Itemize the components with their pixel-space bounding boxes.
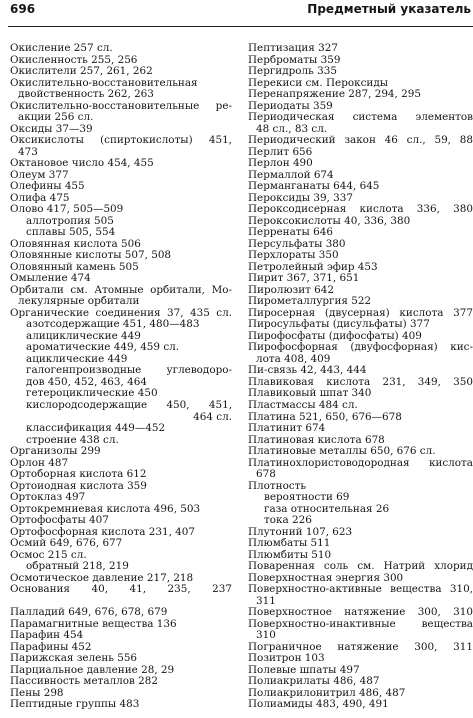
- index-column-right: [248, 43, 473, 711]
- index-entry: Осмос 215 сл.: [10, 549, 87, 561]
- index-entry: Окисление 257 сл.: [10, 43, 113, 54]
- index-entry: 310: [256, 630, 276, 642]
- index-entry: Пиросульфаты (дисульфаты) 377: [248, 319, 430, 331]
- index-entry: Полиамиды 483, 490, 491: [248, 699, 389, 711]
- index-entry: лекулярные орбитали: [18, 296, 140, 308]
- index-entry: Пирит 367, 371, 651: [248, 273, 360, 285]
- index-entry: Пластмассы 484 сл.: [248, 399, 358, 411]
- index-entry: Поверхностно-инактивные вещества: [248, 618, 473, 630]
- index-entry: Платиновая кислота 678: [248, 434, 385, 446]
- index-entry: Окислительно-восстановительная: [10, 77, 198, 89]
- index-entry: строение 438 сл.: [26, 434, 119, 446]
- index-entry: Олово 417, 505—509: [10, 204, 124, 216]
- index-entry: Периодическая система элементов: [248, 112, 473, 124]
- index-entry: Олефины 455: [10, 181, 85, 193]
- index-entry: Платинохлористоводородная кислота: [248, 457, 473, 469]
- index-entry: Перренаты 646: [248, 227, 333, 239]
- index-entry: Ортофосфаты 407: [10, 515, 109, 527]
- index-entry: Пиролюзит 642: [248, 284, 335, 296]
- index-entry: газа относительная 26: [264, 503, 390, 515]
- index-entry: Платинит 674: [248, 423, 326, 435]
- index-entry: Периодический закон 46 сл., 59, 88: [248, 135, 473, 147]
- index-entry: 311: [256, 595, 276, 607]
- index-entry: Осмий 649, 676, 677: [10, 538, 123, 550]
- index-entry: Плавиковый шпат 340: [248, 388, 372, 400]
- index-entry: ароматические 449, 459 сл.: [26, 342, 180, 354]
- index-entry: сплавы 505, 554: [26, 227, 116, 239]
- index-entry: 48 сл., 83 сл.: [256, 123, 328, 135]
- index-entry: Окисленность 255, 256: [10, 54, 138, 66]
- index-entry: Олеум 377: [10, 169, 69, 181]
- page-header: [8, 0, 473, 27]
- index-entry: Поваренная соль см. Натрий хлорид: [248, 561, 473, 573]
- index-entry: ациклические 449: [26, 353, 128, 365]
- index-entry: Пирофосфаты (дифосфаты) 409: [248, 330, 422, 342]
- index-entry: Основания 40, 41, 235, 237: [10, 584, 232, 596]
- index-entry: классификация 449—452: [26, 423, 166, 435]
- index-entry: Пероксокислоты 40, 336, 380: [248, 215, 411, 227]
- index-entry: Ортофосфорная кислота 231, 407: [10, 526, 196, 538]
- index-entry: Окислительно-восстановительные ре-: [10, 100, 232, 112]
- index-entry: Перекиси см. Пероксиды: [248, 77, 389, 89]
- index-entry: аллотропия 505: [26, 215, 114, 227]
- index-entry: Омыление 474: [10, 273, 91, 285]
- index-entry: Перброматы 359: [248, 54, 341, 66]
- index-entry: Орбитали см. Атомные орбитали, Мо-: [10, 284, 232, 296]
- index-entry: Поверхностно-активные вещества 310,: [248, 584, 473, 596]
- index-entry: Ортокремниевая кислота 496, 503: [10, 503, 201, 515]
- index-entry: Пассивность металлов 282: [10, 676, 158, 688]
- index-entry: Полиакрилонитрил 486, 487: [248, 687, 406, 699]
- index-entry: Пограничное натяжение 300, 311: [248, 641, 473, 653]
- index-entry: 473: [18, 146, 38, 158]
- index-entry: Периодаты 359: [248, 100, 333, 112]
- index-entry: Парциальное давление 28, 29: [10, 664, 175, 676]
- index-entry: акции 256 сл.: [18, 112, 94, 124]
- index-entry: Полевые шпаты 497: [248, 664, 360, 676]
- index-entry: Пептизация 327: [248, 43, 338, 54]
- index-entry: Петролейный эфир 453: [248, 261, 378, 273]
- index-entry: Пиросерная (двусерная) кислота 377: [248, 307, 473, 319]
- index-entry: Плавиковая кислота 231, 349, 350: [248, 376, 473, 388]
- index-entry: Позитрон 103: [248, 653, 325, 665]
- index-entry: Перхлораты 350: [248, 250, 339, 262]
- index-entry: Парафины 452: [10, 641, 92, 653]
- index-entry: Персульфаты 380: [248, 238, 346, 250]
- index-entry: Платиновые металлы 650, 676 сл.: [248, 446, 436, 458]
- index-entry: Орлон 487: [10, 457, 69, 469]
- index-entry: Полиакрилаты 486, 487: [248, 676, 380, 688]
- index-entry: Пермаллой 674: [248, 169, 334, 181]
- index-entry: Оксикислоты (спиртокислоты) 451,: [10, 135, 232, 147]
- index-entry: 678: [256, 469, 276, 481]
- index-entry: Оловянный камень 505: [10, 261, 139, 273]
- index-entry: Палладий 649, 676, 678, 679: [10, 607, 168, 619]
- index-entry: тока 226: [264, 515, 312, 527]
- index-entry: Органические соединения 37, 435 сл.: [10, 307, 232, 319]
- index-entry: азотсодержащие 451, 480—483: [26, 319, 200, 331]
- index-entry: гетероциклические 450: [26, 388, 158, 400]
- index-entry: Октановое число 454, 455: [10, 158, 154, 170]
- index-entry: Парамагнитные вещества 136: [10, 618, 177, 630]
- page-number: 696: [10, 2, 36, 16]
- index-entry: двойственность 262, 263: [18, 89, 154, 101]
- index-entry: Поверхностное натяжение 300, 310: [248, 607, 473, 619]
- index-entry: Перманганаты 644, 645: [248, 181, 380, 193]
- index-entry: Пирофосфорная (двуфосфорная) кис-: [248, 342, 473, 354]
- index-entry: Осмотическое давление 217, 218: [10, 572, 194, 584]
- index-entry: Плюмбаты 511: [248, 538, 331, 550]
- index-entry: Организолы 299: [10, 446, 101, 458]
- index-entry: Пептидные группы 483: [10, 699, 140, 711]
- index-entry: Оксиды 37—39: [10, 123, 93, 135]
- index-entry: Пирометаллургия 522: [248, 296, 372, 308]
- index-entry: Ортоклаз 497: [10, 492, 86, 504]
- index-entry: Парижская зелень 556: [10, 653, 138, 665]
- index-entry: Плутоний 107, 623: [248, 526, 353, 538]
- index-entry: Олифа 475: [10, 192, 70, 204]
- index-entry: Плюмбиты 510: [248, 549, 332, 561]
- index-entry: 464 сл.: [193, 411, 232, 423]
- index-entry: Пероксиды 39, 337: [248, 192, 353, 204]
- index-entry: Оловянная кислота 506: [10, 238, 141, 250]
- index-entry: Поверхностная энергия 300: [248, 572, 404, 584]
- running-title: Предметный указатель: [307, 2, 471, 16]
- index-entry: лота 408, 409: [256, 353, 331, 365]
- index-entry: обратный 218, 219: [26, 561, 129, 573]
- index-column-left: [10, 43, 232, 711]
- index-entry: кислородсодержащие 450, 451,: [26, 399, 232, 411]
- index-entry: Перлит 656: [248, 146, 313, 158]
- index-entry: вероятности 69: [264, 492, 350, 504]
- index-entry: дов 450, 452, 463, 464: [26, 376, 147, 388]
- index-entry: алициклические 449: [26, 330, 141, 342]
- index-entry: Пергидроль 335: [248, 66, 337, 78]
- index-entry: Плотность: [248, 480, 307, 492]
- index-entry: Пены 298: [10, 687, 64, 699]
- index-entry: Перенапряжение 287, 294, 295: [248, 89, 421, 101]
- index-entry: Ортоборная кислота 612: [10, 469, 147, 481]
- index-entry: галогенпроизводные углеводоро-: [26, 365, 232, 377]
- index-entry: Парафин 454: [10, 630, 84, 642]
- section-gap: [10, 596, 232, 608]
- index-entry: Пи-связь 42, 443, 444: [248, 365, 367, 377]
- index-entry: Окислители 257, 261, 262: [10, 66, 153, 78]
- index-entry: Платина 521, 650, 676—678: [248, 411, 402, 423]
- index-entry: Перлон 490: [248, 158, 313, 170]
- index-entry: Ортоиодная кислота 359: [10, 480, 147, 492]
- index-entry: Пероксодисерная кислота 336, 380: [248, 204, 473, 216]
- index-entry: Оловянные кислоты 507, 508: [10, 250, 172, 262]
